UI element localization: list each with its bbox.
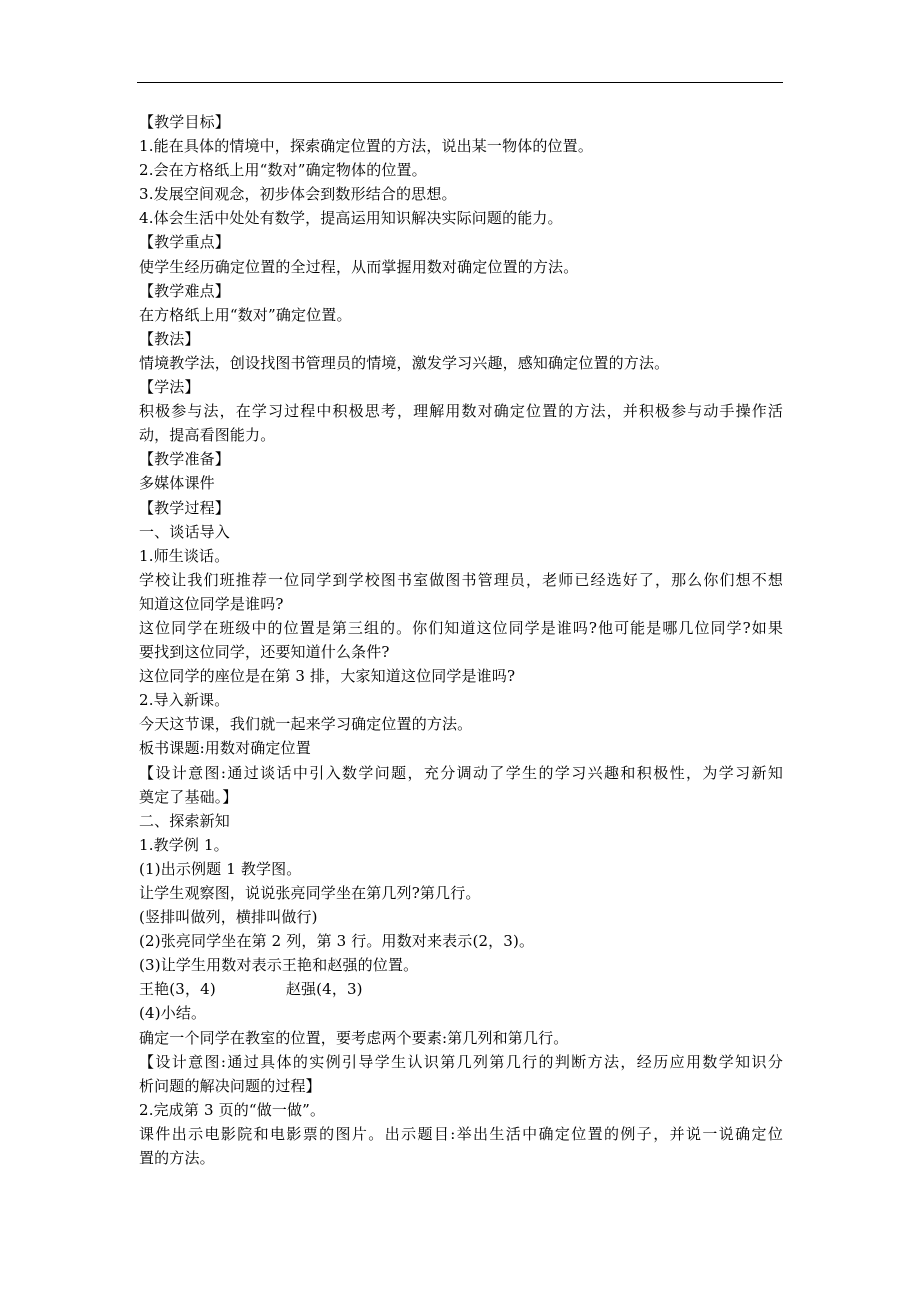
intro-paragraph-2-line-2: 要找到这位同学，还要知道什么条件? bbox=[139, 643, 390, 662]
header-rule bbox=[137, 82, 783, 83]
exercise-text-line-1: 课件出示电影院和电影票的图片。出示题目:举出生活中确定位置的例子，并说一说确定位 bbox=[139, 1124, 783, 1143]
goal-item-1: 1.能在具体的情境中，探索确定位置的方法，说出某一物体的位置。 bbox=[139, 137, 593, 156]
explore-step-2: 2.完成第 3 页的“做一做”。 bbox=[139, 1100, 326, 1119]
difficulties-text: 在方格纸上用“数对”确定位置。 bbox=[139, 305, 352, 324]
teaching-method-text: 情境教学法，创设找图书管理员的情境，激发学习兴趣，感知确定位置的方法。 bbox=[139, 353, 670, 372]
goal-item-2: 2.会在方格纸上用“数对”确定物体的位置。 bbox=[139, 161, 427, 180]
section-heading-key-points: 【教学重点】 bbox=[139, 233, 230, 252]
intro-step-2: 2.导入新课。 bbox=[139, 691, 230, 710]
position-zhao-qiang: 赵强(4，3) bbox=[285, 980, 363, 999]
section-heading-teaching-goals: 【教学目标】 bbox=[139, 113, 230, 131]
explore-step-1: 1.教学例 1。 bbox=[139, 835, 229, 854]
intro-paragraph-1-line-2: 知道这位同学是谁吗? bbox=[139, 594, 284, 613]
goal-item-3: 3.发展空间观念，初步体会到数形结合的思想。 bbox=[139, 185, 457, 204]
section-heading-learning-method: 【学法】 bbox=[139, 378, 200, 397]
document-body bbox=[139, 110, 783, 1170]
subsection-heading-explore: 二、探索新知 bbox=[139, 811, 230, 830]
position-wang-yan: 王艳(3，4) bbox=[139, 980, 216, 999]
positions-line bbox=[139, 977, 783, 1001]
preparation-text: 多媒体课件 bbox=[139, 474, 215, 493]
intro-paragraph-3: 这位同学的座位是在第 3 排，大家知道这位同学是谁吗? bbox=[139, 667, 516, 686]
intro-paragraph-4: 今天这节课，我们就一起来学习确定位置的方法。 bbox=[139, 715, 473, 734]
design-intent-2-line-1: 【设计意图:通过具体的实例引导学生认识第几列第几行的判断方法，经历应用数学知识分 bbox=[139, 1052, 783, 1071]
section-heading-process: 【教学过程】 bbox=[139, 498, 230, 517]
board-title: 板书课题:用数对确定位置 bbox=[139, 739, 311, 758]
intro-paragraph-1-line-1: 学校让我们班推荐一位同学到学校图书室做图书管理员，老师已经选好了，那么你们想不想 bbox=[139, 570, 783, 589]
section-heading-teaching-method: 【教法】 bbox=[139, 329, 200, 348]
intro-step-1: 1.师生谈话。 bbox=[139, 546, 230, 565]
key-points-text: 使学生经历确定位置的全过程，从而掌握用数对确定位置的方法。 bbox=[139, 257, 579, 276]
learning-method-text-line-2: 动，提高看图能力。 bbox=[139, 426, 276, 445]
explore-item-4: (4)小结。 bbox=[139, 1004, 207, 1023]
explore-item-1-note: (竖排叫做列，横排叫做行) bbox=[139, 908, 318, 927]
design-intent-1-line-1: 【设计意图:通过谈话中引入数学问题，充分调动了学生的学习兴趣和积极性，为学习新知 bbox=[139, 763, 783, 782]
summary-text: 确定一个同学在教室的位置，要考虑两个要素:第几列和第几行。 bbox=[139, 1028, 569, 1047]
intro-paragraph-2-line-1: 这位同学在班级中的位置是第三组的。你们知道这位同学是谁吗?他可能是哪几位同学?如果 bbox=[139, 618, 783, 637]
section-heading-preparation: 【教学准备】 bbox=[139, 450, 230, 469]
goal-item-4: 4.体会生活中处处有数学，提高运用知识解决实际问题的能力。 bbox=[139, 209, 563, 228]
design-intent-1-line-2: 奠定了基础。】 bbox=[139, 787, 238, 806]
explore-item-1-detail: 让学生观察图，说说张亮同学坐在第几列?第几行。 bbox=[139, 884, 481, 902]
explore-item-2: (2)张亮同学坐在第 2 列，第 3 行。用数对来表示(2，3)。 bbox=[139, 932, 535, 951]
exercise-text-line-2: 置的方法。 bbox=[139, 1149, 215, 1168]
subsection-heading-intro: 一、谈话导入 bbox=[139, 522, 230, 541]
learning-method-text-line-1: 积极参与法，在学习过程中积极思考，理解用数对确定位置的方法，并积极参与动手操作活 bbox=[139, 402, 783, 421]
section-heading-difficulties: 【教学难点】 bbox=[139, 281, 230, 300]
design-intent-2-line-2: 析问题的解决问题的过程】 bbox=[139, 1076, 321, 1095]
explore-item-3: (3)让学生用数对表示王艳和赵强的位置。 bbox=[139, 956, 419, 975]
explore-item-1: (1)出示例题 1 教学图。 bbox=[139, 859, 302, 878]
